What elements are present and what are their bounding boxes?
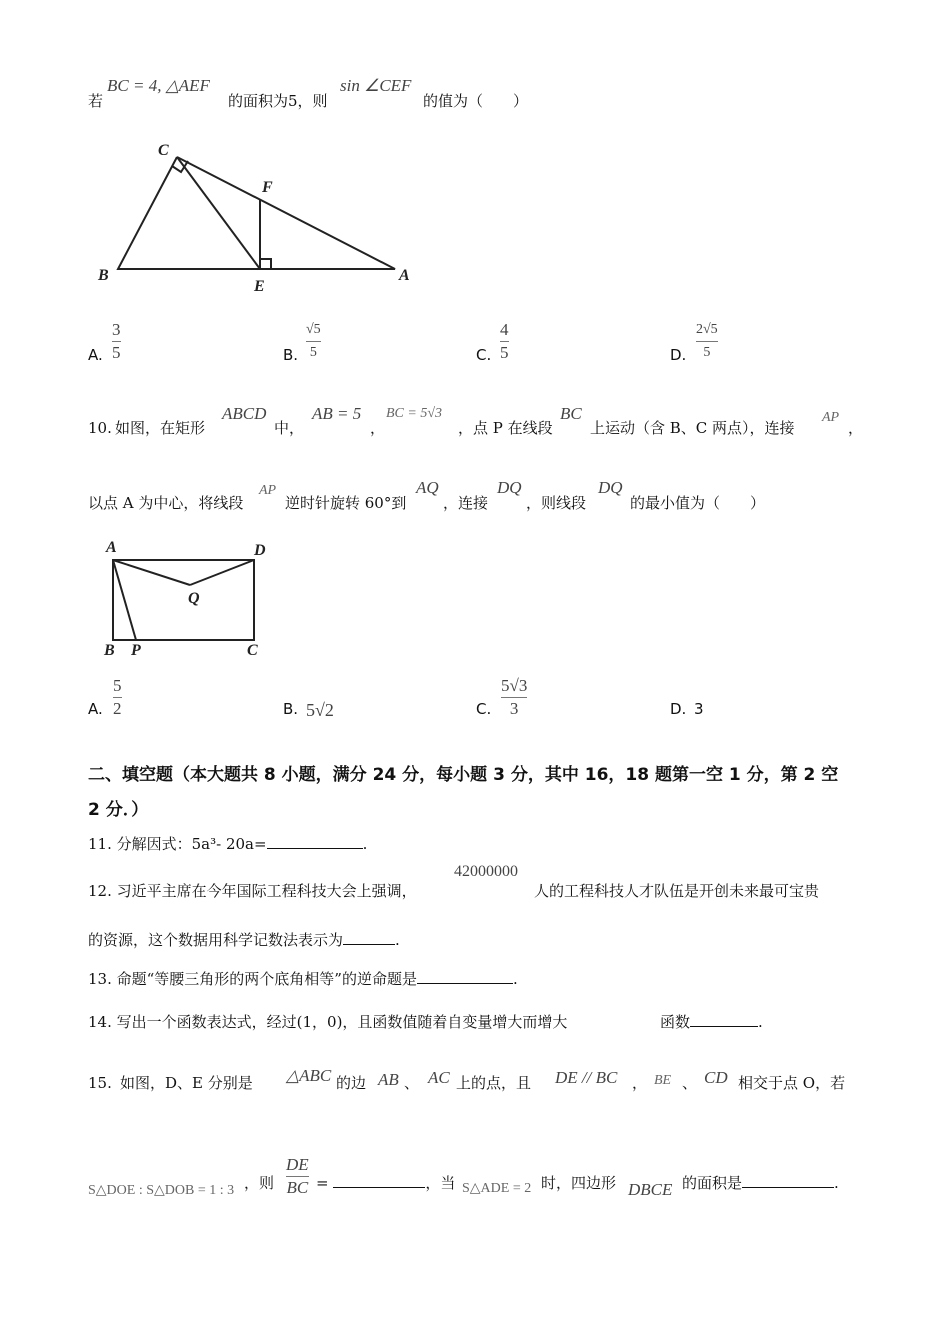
q10-option-b-value: 5√2 — [306, 700, 334, 720]
q10-text-4: ，点 P 在线段 — [458, 419, 553, 437]
section2-title-line1: 二、填空题（本大题共 8 小题，满分 24 分，每小题 3 分，其中 16，18 题第一空 1 分，第 2 空 — [88, 765, 839, 785]
q9-figure — [90, 138, 410, 298]
q10-label-c: C — [247, 642, 258, 659]
q15-equals: = — [316, 1174, 329, 1192]
q9-option-d-den: 5 — [703, 345, 711, 360]
q9-option-b-frac — [306, 320, 321, 363]
q15-fraction — [286, 1155, 309, 1198]
q15-text-7: 相交于点 O，若 — [738, 1074, 846, 1092]
q9-option-c-frac — [500, 320, 509, 363]
q15-answer-blank-1[interactable] — [333, 1173, 425, 1188]
q9-condition-math: BC = 4, △AEF — [107, 76, 210, 95]
q9-line1-pre: 若 — [88, 92, 104, 110]
q9-line1-post: 的值为（ ） — [423, 92, 529, 110]
q10-math-aq: AQ — [416, 478, 439, 497]
q10-line2-c: ，连接 — [443, 494, 489, 512]
q12-text-b: 人的工程科技人才队伍是开创未来最可宝贵 — [534, 882, 820, 900]
q10-option-a-frac — [113, 676, 122, 719]
q10-line2-a: 以点 A 为中心，将线段 — [88, 494, 244, 512]
q9-option-d-letter: D. — [670, 346, 687, 364]
q10-option-a-den: 2 — [113, 699, 122, 718]
q9-option-d-frac — [696, 320, 718, 363]
q9-option-b-letter: B. — [283, 346, 299, 364]
q9-option-a-letter: A. — [88, 346, 103, 364]
q9-option-a-frac — [112, 320, 121, 363]
q15-math-triangle: △ABC — [286, 1066, 332, 1085]
q11-text — [88, 834, 367, 854]
q10-option-d-value: 3 — [694, 700, 704, 718]
q10-math-ap: AP — [822, 410, 840, 425]
q15-math-ac: AC — [428, 1068, 450, 1087]
q9-label-a: A — [399, 267, 410, 284]
q9-triangle — [118, 157, 395, 269]
q10-label-d: D — [254, 542, 266, 559]
q14-end: . — [758, 1013, 763, 1031]
q10-segment-aq — [113, 560, 190, 585]
q15-frac-num: DE — [286, 1155, 309, 1174]
q11-answer-blank[interactable] — [267, 834, 363, 849]
q10-math-ap-2: AP — [259, 483, 277, 498]
q10-option-a-letter: A. — [88, 700, 103, 718]
q10-segment-ap — [113, 560, 136, 640]
q14-text: 14. 写出一个函数表达式，经过(1，0)，且函数值随着自变量增大而增大 — [88, 1013, 568, 1031]
q10-text-1: 如图，在矩形 — [115, 419, 206, 437]
q10-option-c-num: 5√3 — [501, 676, 528, 695]
q9-option-d-num: 2√5 — [696, 322, 718, 337]
q10-label-q: Q — [188, 590, 200, 607]
q10-option-b-letter: B. — [283, 700, 299, 718]
q15-text-2: 的边 — [336, 1074, 367, 1092]
q12-end: . — [395, 931, 400, 949]
q10-rectangle — [113, 560, 254, 640]
q12-number: 42000000 — [454, 863, 518, 880]
q9-option-c-num: 4 — [500, 320, 509, 339]
q10-text-6: ， — [848, 419, 864, 437]
q10-option-d-letter: D. — [670, 700, 687, 718]
q15-text-12: 的面积是 — [682, 1174, 743, 1192]
q10-math-dq-2: DQ — [598, 478, 623, 497]
q14-tail — [660, 1012, 763, 1032]
q15-text-1: 如图，D、E 分别是 — [120, 1074, 253, 1092]
q15-text-10: ，当 — [425, 1174, 456, 1192]
q10-text-2: 中， — [274, 419, 305, 437]
q13-end: . — [512, 970, 518, 988]
q10-text-5: 上运动（含 B、C 两点），连接 — [590, 419, 795, 437]
q15-line2-tail — [316, 1173, 455, 1193]
q15-text-12-line — [682, 1173, 839, 1193]
q15-answer-blank-2[interactable] — [742, 1173, 834, 1188]
q15-math-parallel: DE // BC — [555, 1068, 618, 1087]
q10-number: 10. — [88, 419, 112, 437]
q9-option-b-den: 5 — [309, 345, 317, 360]
q10-line2-b: 逆时针旋转 60°到 — [285, 494, 407, 512]
q10-math-bc-seg: BC — [560, 404, 582, 423]
q13-answer-blank[interactable] — [417, 969, 513, 984]
q10-label-b: B — [104, 642, 115, 659]
q12-text-a: 12. 习近平主席在今年国际工程科技大会上强调， — [88, 882, 417, 900]
q10-math-dq: DQ — [497, 478, 522, 497]
q11-prompt: 11. 分解因式：5a³- 20a= — [88, 835, 267, 853]
q11-end: . — [362, 835, 368, 853]
q10-text-3: ， — [370, 419, 386, 437]
q15-text-4: 上的点，且 — [456, 1074, 532, 1092]
q15-number: 15. — [88, 1074, 112, 1092]
section2-title-line2: 2 分．） — [88, 800, 149, 820]
q9-option-b-num: √5 — [306, 322, 321, 337]
q15-frac-den: BC — [286, 1178, 309, 1197]
q15-text-11: 时，四边形 — [541, 1174, 617, 1192]
q15-end: . — [834, 1174, 839, 1192]
q15-math-ab: AB — [378, 1070, 399, 1089]
q14-tail-text: 函数 — [660, 1013, 691, 1031]
q9-sin-math: sin ∠CEF — [340, 76, 412, 95]
q9-option-c-den: 5 — [500, 343, 509, 362]
q9-label-b: B — [98, 267, 109, 284]
q12-line2 — [88, 930, 400, 950]
q15-math-cd: CD — [704, 1068, 728, 1087]
q10-option-c-frac — [501, 676, 527, 719]
q15-quad: DBCE — [628, 1180, 673, 1199]
q10-option-c-letter: C. — [476, 700, 492, 718]
q12-answer-blank[interactable] — [343, 930, 395, 945]
q10-label-a: A — [106, 539, 117, 556]
q10-math-abcd: ABCD — [222, 404, 267, 423]
q10-segment-dq — [190, 560, 254, 585]
q15-area: S△ADE = 2 — [462, 1181, 532, 1196]
q9-label-f: F — [262, 179, 273, 196]
q10-option-a-num: 5 — [113, 676, 122, 695]
q15-text-8: ，则 — [244, 1174, 275, 1192]
q14-answer-blank[interactable] — [690, 1012, 758, 1027]
q9-label-e: E — [254, 278, 265, 295]
q13-prompt: 13. 命题“等腰三角形的两个底角相等”的逆命题是 — [88, 970, 417, 988]
q9-option-c-letter: C. — [476, 346, 492, 364]
q10-option-c-den: 3 — [509, 699, 519, 718]
q15-text-5: ， — [632, 1074, 648, 1092]
q10-figure — [100, 537, 290, 662]
q12-line2-text: 的资源，这个数据用科学记数法表示为 — [88, 931, 344, 949]
q9-right-angle-e — [260, 259, 271, 269]
q15-text-6: 、 — [682, 1074, 698, 1092]
q15-ratio: S△DOE : S△DOB = 1 : 3 — [88, 1183, 235, 1198]
q10-label-p: P — [131, 642, 141, 659]
q10-line2-e: 的最小值为（ ） — [630, 494, 766, 512]
q10-math-bc: BC = 5√3 — [386, 406, 443, 421]
q15-math-be: BE — [654, 1073, 672, 1088]
q9-line1-mid: 的面积为5，则 — [228, 92, 328, 110]
q13-text — [88, 969, 518, 989]
q9-option-a-den: 5 — [112, 343, 121, 362]
q15-text-3: 、 — [404, 1074, 420, 1092]
q9-label-c: C — [158, 142, 169, 159]
q10-math-ab: AB = 5 — [312, 404, 362, 423]
q9-segment-ce — [177, 157, 260, 269]
q9-option-a-num: 3 — [112, 320, 121, 339]
q10-line2-d: ，则线段 — [526, 494, 587, 512]
